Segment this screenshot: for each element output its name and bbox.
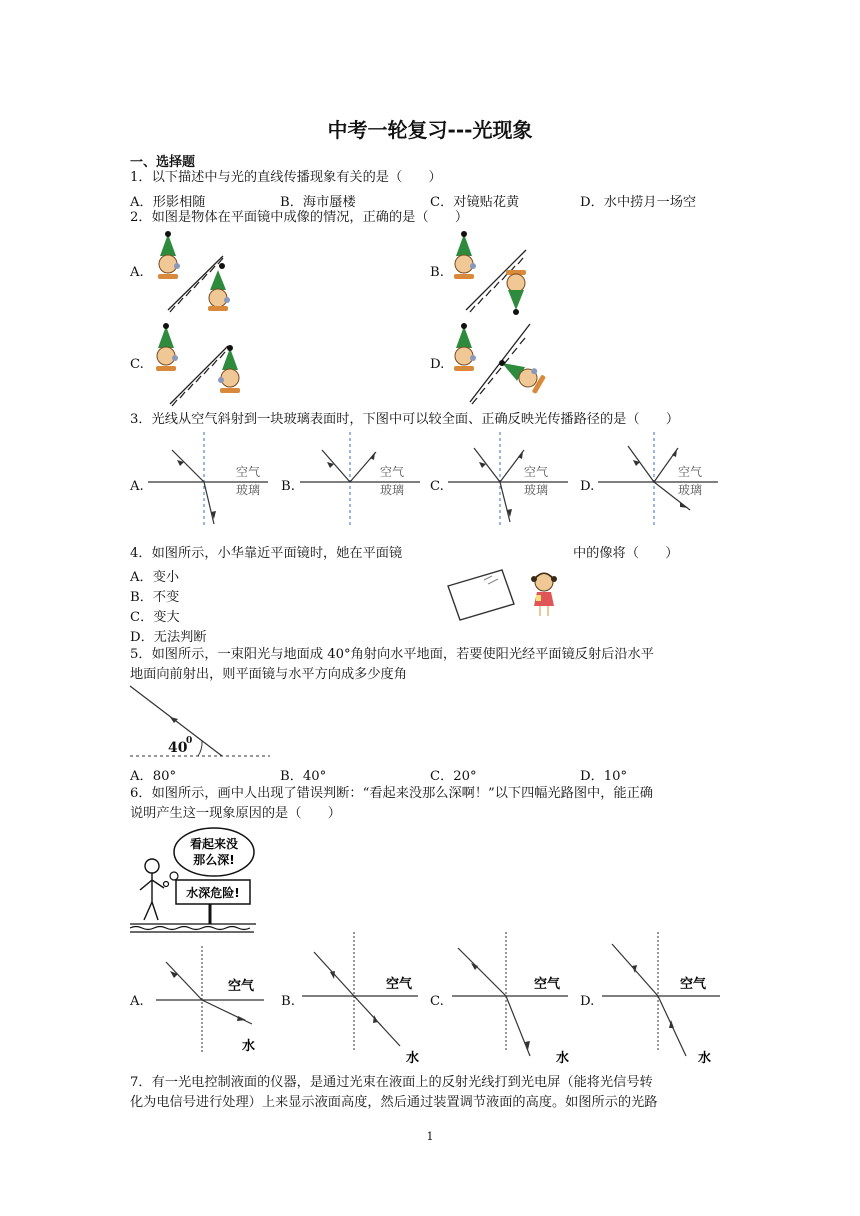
elf-object-icon: [454, 231, 476, 279]
q5-option-a: A．80°: [130, 769, 177, 784]
bubble-text-2: 那么深!: [193, 853, 235, 867]
q3-option-c: C.: [430, 479, 444, 494]
air-label: 空气: [524, 465, 549, 479]
air-label: 空气: [680, 977, 707, 992]
q6-line-1: 6．如图所示，画中人出现了错误判断：“看起来没那么深啊！”以下四幅光路图中，能正确: [130, 786, 653, 801]
water-label: 水: [406, 1051, 420, 1066]
q4-option-b: B．不变: [130, 590, 180, 605]
q2-option-d: D.: [430, 357, 445, 372]
q3-option-d: D.: [580, 479, 595, 494]
q6-option-d: D.: [580, 994, 595, 1009]
bubble-text-1: 看起来没: [189, 837, 239, 851]
q2-figure-c: [148, 320, 258, 408]
q6-figure-d: [600, 930, 724, 1066]
angle-label: 40: [168, 740, 188, 756]
glass-label: 玻璃: [380, 483, 405, 497]
elf-object-icon: [156, 323, 178, 371]
q5-option-b: B．40°: [280, 769, 327, 784]
q6-option-c: C.: [430, 994, 444, 1009]
q4-stem-b: 中的像将（ ）: [573, 546, 679, 561]
q6-figure-c: [450, 930, 574, 1066]
q3-figure-c: [448, 432, 570, 528]
q2-stem: 2．如图是物体在平面镜中成像的情况，正确的是（ ）: [130, 210, 469, 225]
elf-image-icon: [494, 351, 547, 394]
q2-option-a: A.: [130, 265, 144, 280]
q4-figure: [444, 562, 564, 622]
q5-option-d: D．10°: [580, 769, 628, 784]
q6-cartoon: [130, 824, 260, 934]
q5-line-1: 5．如图所示，一束阳光与地面成 40°角射向水平地面，若要使阳光经平面镜反射后沿水平: [130, 647, 654, 662]
q6-option-a: A.: [130, 994, 144, 1009]
q3-option-a: A.: [130, 479, 144, 494]
air-label: 空气: [228, 979, 255, 994]
air-label: 空气: [534, 977, 561, 992]
page-title: 中考一轮复习---光现象: [327, 118, 533, 142]
thought-bubble-icon: [164, 828, 255, 887]
q5-line-2: 地面向前射出，则平面镜与水平方向成多少度角: [130, 667, 407, 682]
air-label: 空气: [236, 465, 261, 479]
q4-stem-a: 4．如图所示，小华靠近平面镜时，她在平面镜: [130, 546, 403, 561]
q4-option-a: A．变小: [130, 570, 180, 585]
q4-option-c: C．变大: [130, 610, 180, 625]
q2-option-c: C.: [130, 357, 144, 372]
mirror-icon: [170, 346, 228, 406]
q1-option-d: D．水中捞月一场空: [580, 195, 697, 210]
q6-option-b: B.: [281, 994, 295, 1009]
q7-line-1: 7．有一光电控制液面的仪器，是通过光束在液面上的反射光线打到光电屏（能将光信号转: [130, 1075, 653, 1090]
elf-object-icon: [454, 323, 476, 371]
q2-figure-b: [448, 228, 548, 316]
person-icon: [140, 859, 164, 920]
section-heading: 一、选择题: [130, 155, 196, 170]
q6-figure-a: [148, 940, 272, 1064]
elf-image-icon: [506, 270, 526, 315]
q1-option-c: C．对镜贴花黄: [430, 195, 520, 210]
glass-label: 玻璃: [236, 483, 261, 497]
q3-figure-a: [148, 432, 270, 528]
water-label: 水: [556, 1051, 570, 1066]
sign-text: 水深危险!: [186, 886, 240, 900]
q6-figure-b: [300, 930, 424, 1066]
air-label: 空气: [678, 465, 703, 479]
elf-object-icon: [158, 231, 180, 279]
q3-figure-b: [300, 432, 422, 528]
q3-stem: 3．光线从空气斜射到一块玻璃表面时，下图中可以较全面、正确反映光传播路径的是（ ）: [130, 412, 680, 427]
glass-label: 玻璃: [524, 483, 549, 497]
q4-option-d: D．无法判断: [130, 630, 207, 645]
q2-option-b: B.: [430, 265, 444, 280]
q7-line-2: 化为电信号进行处理）上来显示液面高度，然后通过装置调节液面的高度。如图所示的光路: [130, 1095, 658, 1110]
air-label: 空气: [380, 465, 405, 479]
q2-figure-a: [148, 228, 248, 316]
q1-stem: 1．以下描述中与光的直线传播现象有关的是（ ）: [130, 170, 442, 185]
q5-figure: [130, 686, 280, 758]
page-number: 1: [426, 1130, 434, 1143]
water-label: 水: [698, 1051, 712, 1066]
warning-sign-icon: [176, 880, 250, 924]
q1-option-b: B．海市蜃楼: [280, 195, 356, 210]
glass-label: 玻璃: [678, 483, 703, 497]
q5-option-c: C．20°: [430, 769, 477, 784]
water-label: 水: [242, 1039, 256, 1054]
q2-figure-d: [448, 320, 558, 408]
q1-option-a: A．形影相随: [130, 195, 206, 210]
q3-figure-d: [598, 432, 720, 528]
mirror-icon: [448, 570, 514, 620]
air-label: 空气: [386, 977, 413, 992]
angle-degree-mark: 0: [186, 736, 193, 746]
ground-icon: [130, 924, 256, 932]
girl-icon: [531, 573, 557, 616]
q6-line-2: 说明产生这一现象原因的是（ ）: [130, 806, 341, 821]
q3-option-b: B.: [281, 479, 295, 494]
